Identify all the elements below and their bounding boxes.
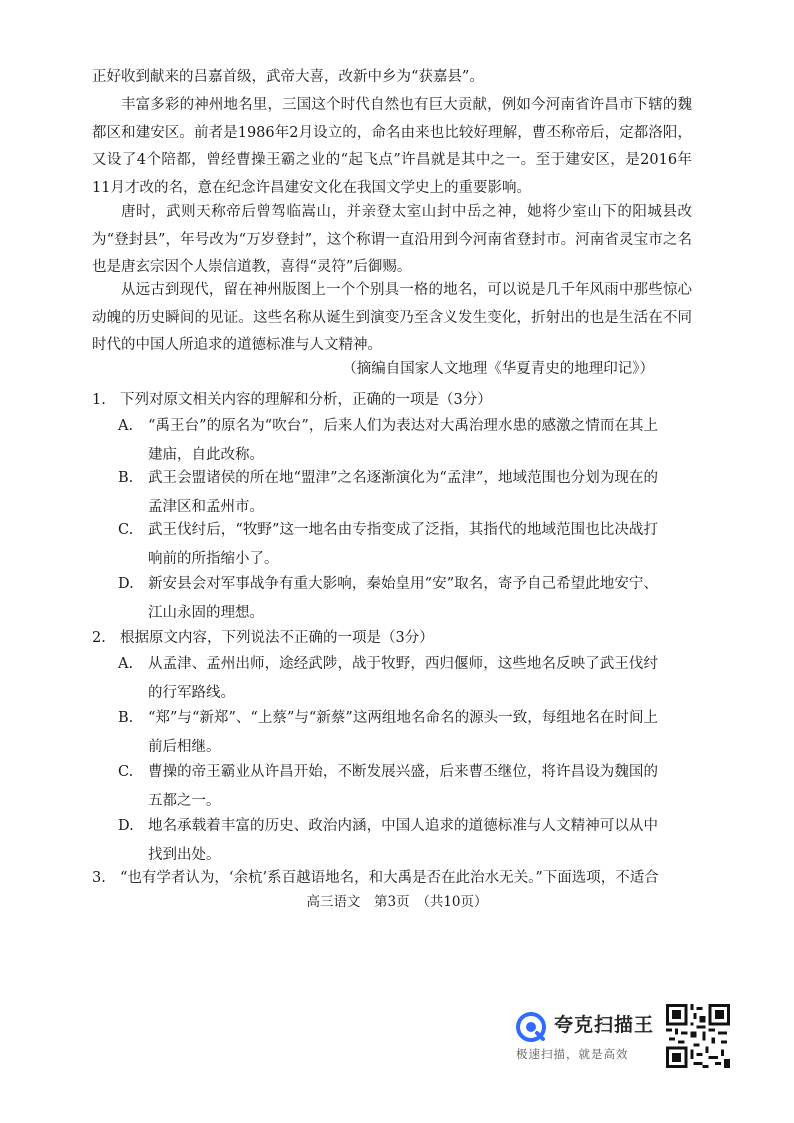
option-text: “郑”与“新郑”、“上蔡”与“新蔡”这两组地名命名的源头一致，每组地名在时间上前后相继。 [148,710,658,755]
watermark-subtitle: 极速扫描，就是高效 [516,1047,629,1061]
option-letter: A. [118,656,134,672]
question-2-option-b [118,704,658,762]
question-stem: 下列对原文相关内容的理解和分析，正确的一项是（3分） [120,392,492,408]
question-3 [92,864,692,892]
option-letter: D. [118,576,134,592]
option-text: 地名承载着丰富的历史、政治内涵，中国人追求的道德标准与人文精神可以从中找到出处。 [148,818,658,863]
passage-paragraph-3: 从远古到现代，留在神州版图上一个个别具一格的地名，可以说是几千年风雨中那些惊心动魄的历史瞬间的见证。这些名称从诞生到演变乃至含义发生变化，折射出的也是生活在不同时代的中国人所追求的道德标准与人文精神。 [92,282,692,353]
question-1-option-a [118,412,658,470]
question-stem: 根据原文内容，下列说法不正确的一项是（3分） [120,630,434,646]
question-stem: “也有学者认为，‘余杭’系百越语地名，和大禹是否在此治水无关。”下面选项，不适合 [120,870,659,886]
option-letter: A. [118,418,134,434]
question-2 [92,624,692,652]
question-number: 2. [92,630,106,646]
passage-paragraph-2: 唐时，武则天称帝后曾驾临嵩山，并亲登太室山封中岳之神，她将少室山下的阳城县改为“登封县”，年号改为“万岁登封”，这个称谓一直沿用到今河南省登封市。河南省灵宝市之名也是唐玄宗因个人崇信道教，喜得“灵符”后御赐。 [92,204,692,275]
passage-source: （摘编自国家人文地理《华夏青史的地理印记》） [342,361,654,377]
qr-code-icon [666,1004,730,1068]
question-2-option-a [118,650,658,708]
option-letter: C. [118,522,134,538]
option-letter: D. [118,818,134,834]
question-2-option-c [118,758,658,816]
option-text: 武王伐纣后，“牧野”这一地名由专指变成了泛指，其指代的地域范围也比决战打响前的所指缩小了。 [148,522,658,567]
option-letter: B. [118,710,134,726]
option-text: 从孟津、孟州出师，途经武陟，战于牧野，西归偃师，这些地名反映了武王伐纣的行军路线。 [148,656,658,701]
question-1-option-b [118,464,658,522]
question-number: 1. [92,392,106,408]
option-letter: B. [118,470,134,486]
question-number: 3. [92,870,106,886]
option-text: “禹王台”的原名为“吹台”，后来人们为表达对大禹治理水患的感激之情而在其上建庙，自此改称。 [148,418,658,463]
watermark-title: 夸克扫描王 [554,1014,655,1036]
passage-paragraph-1: 丰富多彩的神州地名里，三国这个时代自然也有巨大贡献，例如今河南省许昌市下辖的魏都区和建安区。前者是1986年2月设立的，命名由来也比较好理解，曹丕称帝后，定都洛阳，又设了4个陪都，曾经曹操王霸之业的“起飞点”许昌就是其中之一。至于建安区，是2016年11月才改的名，意在纪念许昌建安文化在我国文学史上的重要影响。 [92,97,692,196]
quark-logo-icon [516,1012,546,1042]
question-1-option-c [118,516,658,574]
option-text: 曹操的帝王霸业从许昌开始，不断发展兴盛，后来曹丕继位，将许昌设为魏国的五都之一。 [148,764,658,809]
page-footer: 高三语文 第3页 （共10页） [306,894,488,910]
option-text: 武王会盟诸侯的所在地“盟津”之名逐渐演化为“孟津”，地域范围也分划为现在的孟津区和孟州市。 [148,470,658,515]
option-letter: C. [118,764,134,780]
option-text: 新安县会对军事战争有重大影响，秦始皇用“安”取名，寄予自己希望此地安宁、江山永固的理想。 [148,576,658,621]
passage-paragraph-0: 正好收到献来的吕嘉首级，武帝大喜，改新中乡为“获嘉县”。 [92,69,484,85]
question-2-option-d [118,812,658,870]
question-1-option-d [118,570,658,628]
question-1 [92,386,692,414]
